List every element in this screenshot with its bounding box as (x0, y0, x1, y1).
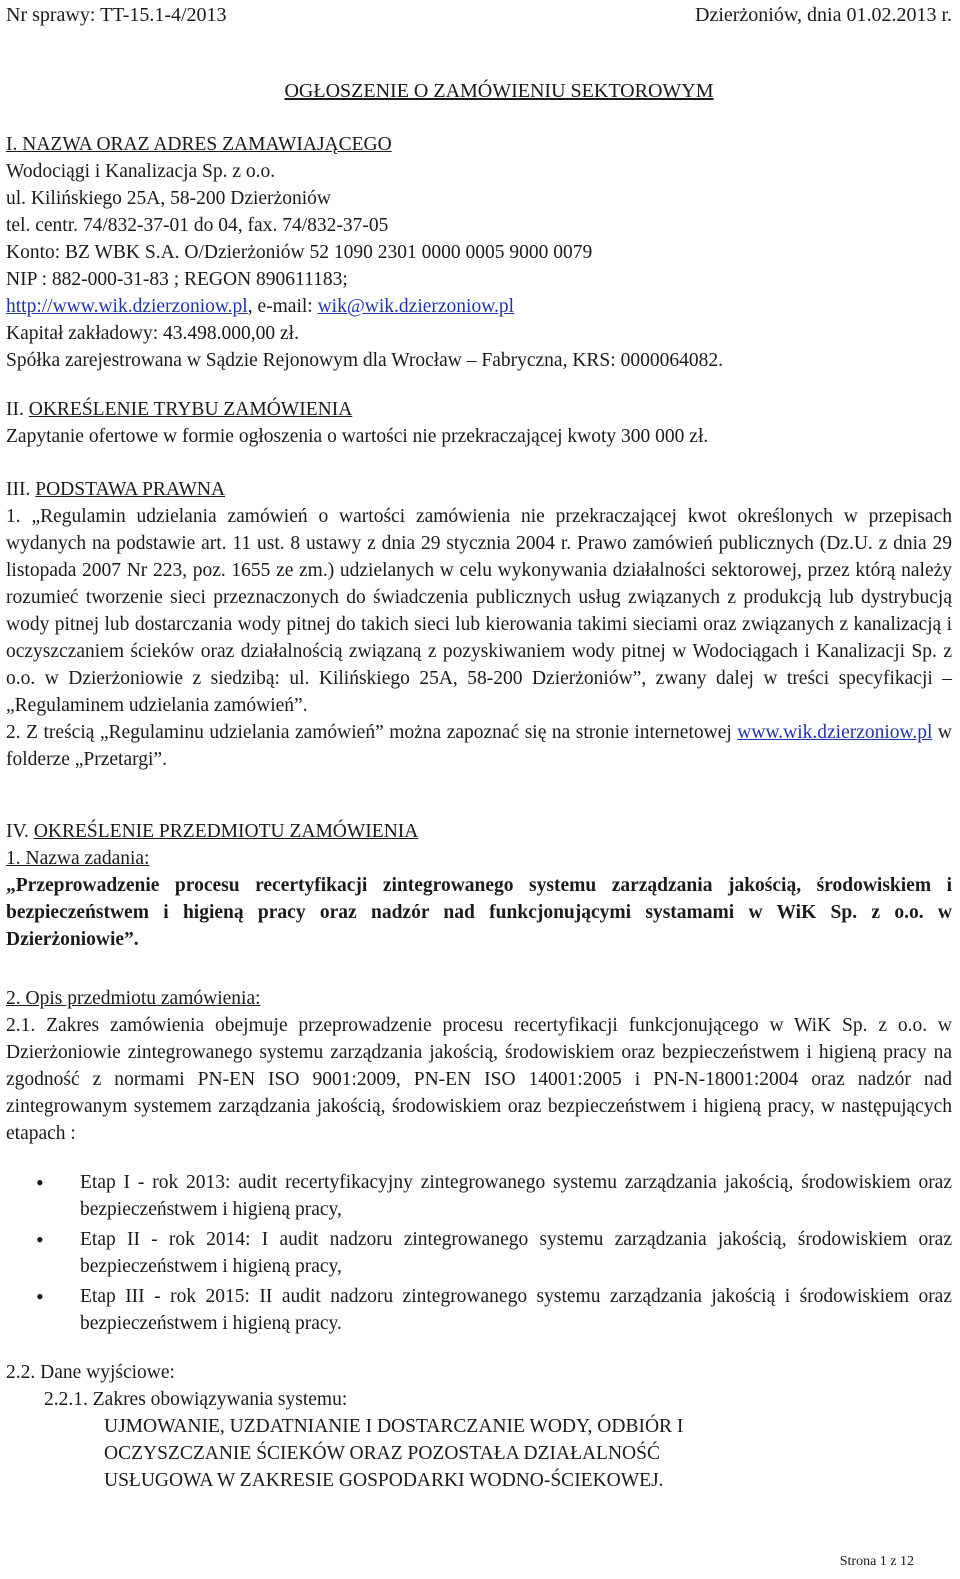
legal-basis-paragraph-1: 1. „Regulamin udzielania zamówień o wartości zamówienia nie przekraczającej kwot określonych w przepisach wydanych na podstawie art. 11 ust. 8 ustawy z dnia 29 stycznia 2004 r. Prawo zamówień publicznych (Dz.U. z dnia 29 listopada 2007 Nr 223, poz. 1655 ze zm.) udzielanych w celu wykonywania działalności sektorowej, przez którą należy rozumieć tworzenie sieci przeznaczonych do świadczenia publicznych usług związanych z produkcją lub dystrybucją wody pitnej lub dostarczania wody pitnej do takich sieci lub kierowania takimi sieciami oraz związanych z kanalizacją i oczyszczaniem ścieków oraz działalnością związaną z pozyskiwaniem wody pitnej w Wodociągach i Kanalizacji Sp. z o.o. w Dzierżoniowie z siedzibą: ul. Kilińskiego 25A, 58-200 Dzierżoniów”, zwany dalej w treści specyfikacji – „Regulaminem udzielania zamówień”. (6, 506, 952, 716)
scope-paragraph: 2.1. Zakres zamówienia obejmuje przeprowadzenie procesu recertyfikacji funkcjonującego w WiK Sp. z o.o. w Dzierżoniowie zintegrowanego systemu zarządzania jakością, środowiskiem oraz bezpieczeństwem i higieną pracy na zgodność z normami PN-EN ISO 9001:2009, PN-EN ISO 14001:2005 i PN-N-18001:2004 oraz nadzór nad zintegrowanym systemem zarządzania jakością, środowiskiem oraz bezpieczeństwem i higieną pracy, w następujących etapach : (6, 1015, 952, 1144)
input-data-heading: 2.2. Dane wyjściowe: (6, 1362, 175, 1383)
task-name-heading: 1. Nazwa zadania: (6, 848, 150, 869)
company-phone: tel. centr. 74/832-37-01 do 04, fax. 74/832-37-05 (6, 215, 389, 236)
website-link[interactable]: http://www.wik.dzierzoniow.pl (6, 296, 248, 317)
company-registration: Spółka zarejestrowana w Sądzie Rejonowym dla Wrocław – Fabryczna, KRS: 0000064082. (6, 350, 723, 371)
subject-description (6, 985, 952, 1147)
case-number: Nr sprawy: TT-15.1-4/2013 (6, 4, 227, 26)
system-scope-heading: 2.2.1. Zakres obowiązywania systemu: (44, 1389, 348, 1410)
section-1-heading: I. NAZWA ORAZ ADRES ZAMAWIAJĄCEGO (6, 134, 392, 155)
task-name: „Przeprowadzenie procesu recertyfikacji zintegrowanego systemu zarządzania jakością, środowiskiem i bezpieczeństwem i higieną pracy oraz nadzór nad funkcjonującymi systamami w WiK Sp. z o.o. w Dzierżoniowie”. (6, 875, 952, 950)
email-link[interactable]: wik@wik.dzierzoniow.pl (317, 296, 515, 317)
stages-list (6, 1169, 952, 1337)
section-subject (6, 818, 952, 953)
company-name: Wodociągi i Kanalizacja Sp. z o.o. (6, 161, 276, 182)
system-scope-line: USŁUGOWA W ZAKRESIE GOSPODARKI WODNO-ŚCIEKOWEJ. (104, 1470, 664, 1491)
stages-list-wrap (6, 1169, 952, 1340)
document-title: OGŁOSZENIE O ZAMÓWIENIU SEKTOROWYM (284, 80, 714, 102)
company-nip: NIP : 882-000-31-83 ; REGON 890611183; (6, 269, 348, 290)
description-heading: 2. Opis przedmiotu zamówienia: (6, 988, 261, 1009)
company-account: Konto: BZ WBK S.A. O/Dzierżoniów 52 1090 2301 0000 0005 9000 0079 (6, 242, 593, 263)
company-address: ul. Kilińskiego 25A, 58-200 Dzierżoniów (6, 188, 331, 209)
email-label: , e-mail: (247, 296, 318, 317)
input-data (6, 1359, 952, 1494)
list-item: • Etap II - rok 2014: I audit nadzoru zintegrowanego systemu zarządzania jakością, środowiskiem oraz bezpieczeństwem i higieną pracy, (6, 1226, 952, 1280)
list-item: • Etap I - rok 2013: audit recertyfikacyjny zintegrowanego systemu zarządzania jakością, środowiskiem oraz bezpieczeństwem i higieną pracy, (6, 1169, 952, 1223)
section-procedure-type (6, 396, 952, 450)
regulations-link[interactable]: www.wik.dzierzoniow.pl (737, 722, 933, 743)
system-scope-line: UJMOWANIE, UZDATNIANIE I DOSTARCZANIE WODY, ODBIÓR I (104, 1416, 684, 1437)
section-2-heading: II. OKREŚLENIE TRYBU ZAMÓWIENIA (6, 399, 353, 420)
company-contacts (6, 293, 952, 320)
place-date: Dzierżoniów, dnia 01.02.2013 r. (695, 4, 952, 26)
list-item: • Etap III - rok 2015: II audit nadzoru zintegrowanego systemu zarządzania jakością i środowiskiem oraz bezpieczeństwem i higieną pracy. (6, 1283, 952, 1337)
section-legal-basis (6, 476, 952, 773)
system-scope-line: OCZYSZCZANIE ŚCIEKÓW ORAZ POZOSTAŁA DZIAŁALNOŚĆ (104, 1443, 660, 1464)
section-contracting-authority (6, 131, 952, 374)
page-number: Strona 1 z 12 (839, 1554, 914, 1569)
procedure-text: Zapytanie ofertowe w formie ogłoszenia o wartości nie przekraczającej kwoty 300 000 zł. (6, 426, 709, 447)
company-capital: Kapitał zakładowy: 43.498.000,00 zł. (6, 323, 299, 344)
legal-basis-paragraph-2: 2. Z treścią „Regulaminu udzielania zamówień” można zapoznać się na stronie internetowej www.wik.dzierzoniow.pl w folderze „Przetargi”. (6, 722, 952, 770)
section-3-heading: III. PODSTAWA PRAWNA (6, 479, 226, 500)
section-4-heading: IV. OKREŚLENIE PRZEDMIOTU ZAMÓWIENIA (6, 821, 419, 842)
